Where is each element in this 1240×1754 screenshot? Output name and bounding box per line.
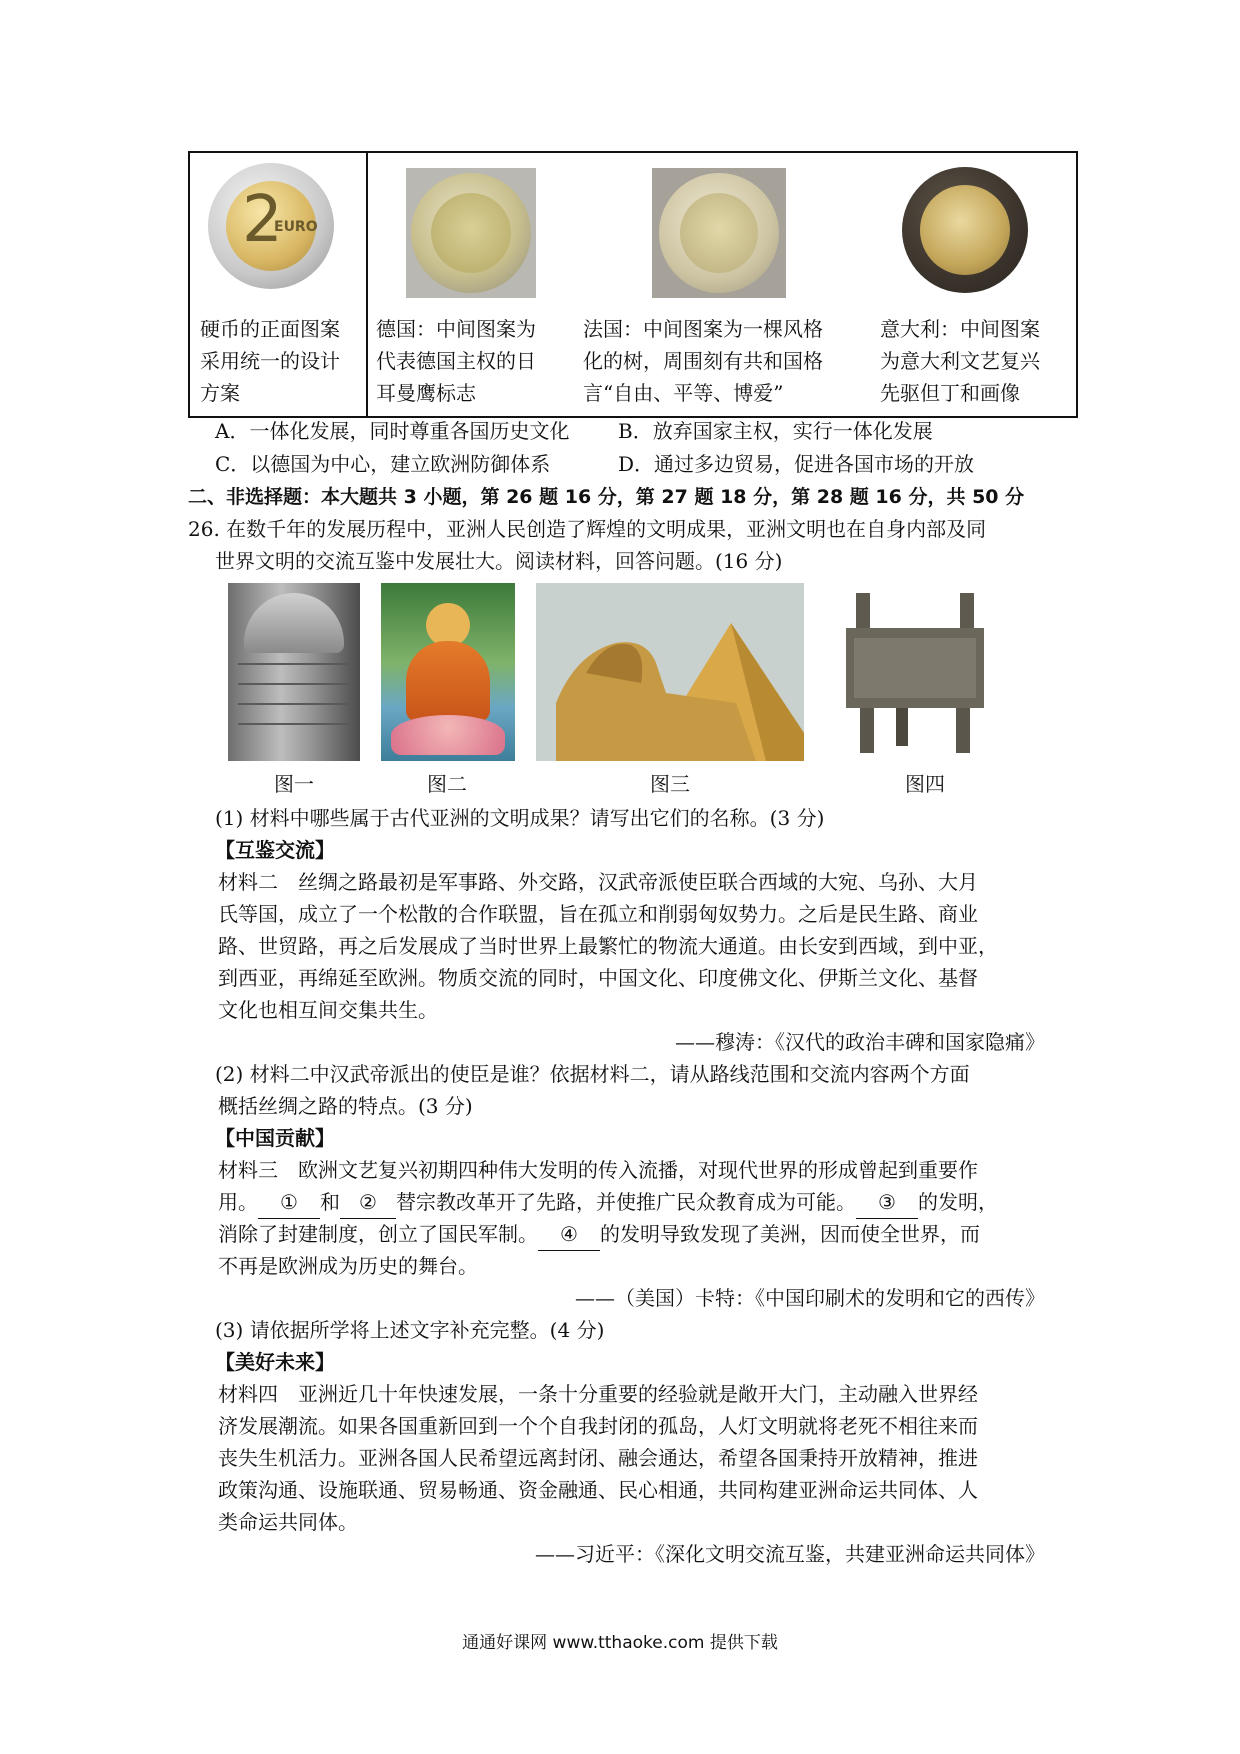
material4-line: 济发展潮流。如果各国重新回到一个个自我封闭的孤岛，人灯文明就将老死不相往来而 <box>218 1414 978 1438</box>
option-d: D．通过多边贸易，促进各国市场的开放 <box>618 452 975 476</box>
material4-line: 类命运共同体。 <box>218 1510 358 1534</box>
material3-text: 替宗教改革开了先路，并使推广民众教育成为可能。 <box>396 1190 856 1214</box>
cell-line: 言“自由、平等、博爱” <box>583 381 784 405</box>
material3-line3 <box>218 1218 980 1251</box>
material4-line: 材料四 亚洲近几十年快速发展，一条十分重要的经验就是敞开大门，主动融入世界经 <box>218 1382 978 1406</box>
cell-coin-italy <box>880 313 1040 409</box>
figure-2-caption: 图二 <box>427 772 467 796</box>
cell-line: 为意大利文艺复兴 <box>880 349 1040 373</box>
coin-table <box>188 151 1078 418</box>
figure-4-bronze-ding-image <box>826 583 1004 761</box>
option-a: A．一体化发展，同时尊重各国历史文化 <box>215 419 570 443</box>
figure-1-stele-image <box>228 583 360 761</box>
q26-sub1: (1) 材料中哪些属于古代亚洲的文明成果？请写出它们的名称。(3 分) <box>215 806 825 830</box>
q26-stem-line1: 26. 在数千年的发展历程中，亚洲人民创造了辉煌的文明成果，亚洲文明也在自身内部及同 <box>188 517 987 541</box>
cell-line: 先驱但丁和画像 <box>880 381 1020 405</box>
material4-line: 政策沟通、设施联通、贸易畅通、资金融通、民心相通，共同构建亚洲命运共同体、人 <box>218 1478 978 1502</box>
cell-coin-germany <box>376 313 536 409</box>
material4-line: 丧失生机活力。亚洲各国人民希望远离封闭、融会通达，希望各国秉持开放精神，推进 <box>218 1446 978 1470</box>
italy-coin-image <box>902 167 1028 293</box>
blank-2[interactable]: ② <box>340 1186 396 1219</box>
page-footer: 通通好课网 www.tthaoke.com 提供下载 <box>462 1633 778 1653</box>
material3-text: 的发明导致发现了美洲，因而使全世界，而 <box>600 1222 980 1246</box>
cell-line: 代表德国主权的日 <box>376 349 536 373</box>
q26-stem-line2: 世界文明的交流互鉴中发展壮大。阅读材料，回答问题。(16 分) <box>215 549 783 573</box>
option-c: C．以德国为中心，建立欧洲防御体系 <box>215 452 551 476</box>
material3-text: 和 <box>320 1190 340 1214</box>
material3-line2 <box>218 1186 998 1219</box>
cell-line: 法国：中间图案为一棵风格 <box>583 317 823 341</box>
cell-line: 采用统一的设计 <box>200 349 340 373</box>
material3-text: 消除了封建制度，创立了国民军制。 <box>218 1222 538 1246</box>
figure-3-caption: 图三 <box>650 772 690 796</box>
table-divider <box>366 153 368 416</box>
q26-sub2-line1: (2) 材料二中汉武帝派出的使臣是谁？依据材料二，请从路线范围和交流内容两个方面 <box>215 1062 970 1086</box>
euro-coin-image <box>208 163 334 289</box>
cell-coin-front <box>200 313 340 409</box>
material2-line: 氏等国，成立了一个松散的合作联盟，旨在孤立和削弱匈奴势力。之后是民生路、商业 <box>218 902 978 926</box>
cell-line: 德国：中间图案为 <box>376 317 536 341</box>
material2-line: 路、世贸路，再之后发展成了当时世界上最繁忙的物流大通道。由长安到西域，到中亚， <box>218 934 998 958</box>
figure-1-caption: 图一 <box>274 772 314 796</box>
material2-line: 文化也相互间交集共生。 <box>218 998 438 1022</box>
cell-line: 意大利：中间图案 <box>880 317 1040 341</box>
cell-line: 方案 <box>200 381 240 405</box>
material2-source: ——穆涛：《汉代的政治丰碑和国家隐痛》 <box>675 1030 1045 1054</box>
germany-coin-image <box>406 168 536 298</box>
material3-text: 的发明， <box>918 1190 998 1214</box>
cell-line: 硬币的正面图案 <box>200 317 340 341</box>
blank-4[interactable]: ④ <box>538 1218 600 1251</box>
q26-sub2-line2: 概括丝绸之路的特点。(3 分) <box>218 1094 473 1118</box>
heading-future: 【美好未来】 <box>215 1350 335 1374</box>
heading-exchange: 【互鉴交流】 <box>215 838 335 862</box>
euro-coin-digit: 2 <box>242 183 283 257</box>
material2-line: 到西亚，再绵延至欧洲。物质交流的同时，中国文化、印度佛文化、伊斯兰文化、基督 <box>218 966 978 990</box>
q26-sub3: (3) 请依据所学将上述文字补充完整。(4 分) <box>215 1318 605 1342</box>
cell-line: 耳曼鹰标志 <box>376 381 476 405</box>
material4-source: ——习近平：《深化文明交流互鉴，共建亚洲命运共同体》 <box>535 1542 1045 1566</box>
france-coin-image <box>652 168 786 298</box>
blank-3[interactable]: ③ <box>856 1186 918 1219</box>
cell-coin-france <box>583 313 823 409</box>
section2-heading: 二、非选择题：本大题共 3 小题，第 26 题 16 分，第 27 题 18 分，第 28 题 16 分，共 50 分 <box>188 486 1025 508</box>
figure-2-buddha-image <box>381 583 515 761</box>
cell-line: 化的树，周围刻有共和国格 <box>583 349 823 373</box>
material3-line4: 不再是欧洲成为历史的舞台。 <box>218 1254 478 1278</box>
material3-source: ——（美国）卡特：《中国印刷术的发明和它的西传》 <box>575 1286 1045 1310</box>
option-b: B．放弃国家主权，实行一体化发展 <box>618 419 933 443</box>
blank-1[interactable]: ① <box>258 1186 320 1219</box>
material3-text: 用。 <box>218 1190 258 1214</box>
heading-china: 【中国贡献】 <box>215 1126 335 1150</box>
figure-4-caption: 图四 <box>905 772 945 796</box>
euro-coin-text: EURO <box>274 219 318 235</box>
material3-line1: 材料三 欧洲文艺复兴初期四种伟大发明的传入流播，对现代世界的形成曾起到重要作 <box>218 1158 978 1182</box>
figure-3-sphinx-pyramid-image <box>536 583 804 761</box>
material2-line: 材料二 丝绸之路最初是军事路、外交路，汉武帝派使臣联合西域的大宛、乌孙、大月 <box>218 870 978 894</box>
